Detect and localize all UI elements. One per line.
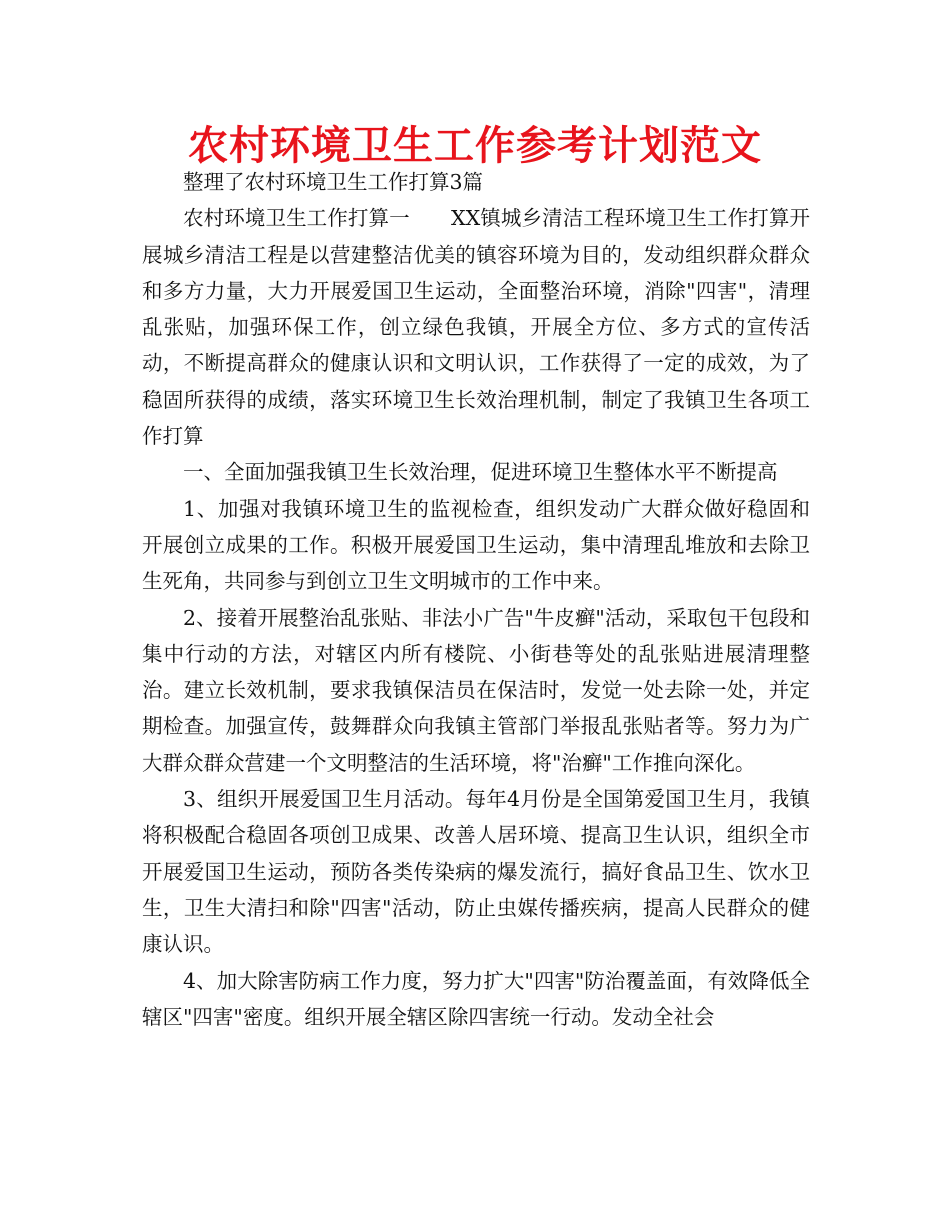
paragraph-item-3: 3、组织开展爱国卫生月活动。每年4月份是全国第爱国卫生月，我镇将积极配合稳固各项创卫成果、改善人居环境、提高卫生认识，组织全市开展爱国卫生运动，预防各类传染病的爆发流行，搞好食品卫生、饮水卫生，卫生大清扫和除"四害"活动，防止虫媒传播疾病，提高人民群众的健康认识。	[142, 787, 810, 957]
paragraph-item-2: 2、接着开展整治乱张贴、非法小广告"牛皮癣"活动，采取包干包段和集中行动的方法，对辖区内所有楼院、小街巷等处的乱张贴进展清理整治。建立长效机制，要求我镇保洁员在保洁时，发觉一处去除一处，并定期检查。加强宣传，鼓舞群众向我镇主管部门举报乱张贴者等。努力为广大群众群众营建一个文明整洁的生活环境，将"治癣"工作推向深化。	[142, 605, 810, 775]
document-title: 农村环境卫生工作参考计划范文	[188, 123, 762, 169]
section-heading-one: 一、全面加强我镇卫生长效治理，促进环境卫生整体水平不断提高	[183, 460, 778, 485]
paragraph-item-1: 1、加强对我镇环境卫生的监视检查，组织发动广大群众做好稳固和开展创立成果的工作。积极开展爱国卫生运动，集中清理乱堆放和去除卫生死角，共同参与到创立卫生文明城市的工作中来。	[142, 496, 810, 594]
paragraph-item-4: 4、加大除害防病工作力度，努力扩大"四害"防治覆盖面，有效降低全辖区"四害"密度。组织开展全辖区除四害统一行动。发动全社会	[142, 968, 810, 1029]
document-body	[142, 164, 810, 1035]
paragraph-plan-one: 农村环境卫生工作打算一 XX镇城乡清洁工程环境卫生工作打算开展城乡清洁工程是以营建整洁优美的镇容环境为目的，发动组织群众群众和多方力量，大力开展爱国卫生运动，全面整治环境，消除"四害"，清理乱张贴，加强环保工作，创立绿色我镇，开展全方位、多方式的宣传活动，不断提高群众的健康认识和文明认识，工作获得了一定的成效，为了稳固所获得的成绩，落实环境卫生长效治理机制，制定了我镇卫生各项工作打算	[142, 206, 810, 449]
paragraph-intro: 整理了农村环境卫生工作打算3篇	[183, 170, 484, 194]
